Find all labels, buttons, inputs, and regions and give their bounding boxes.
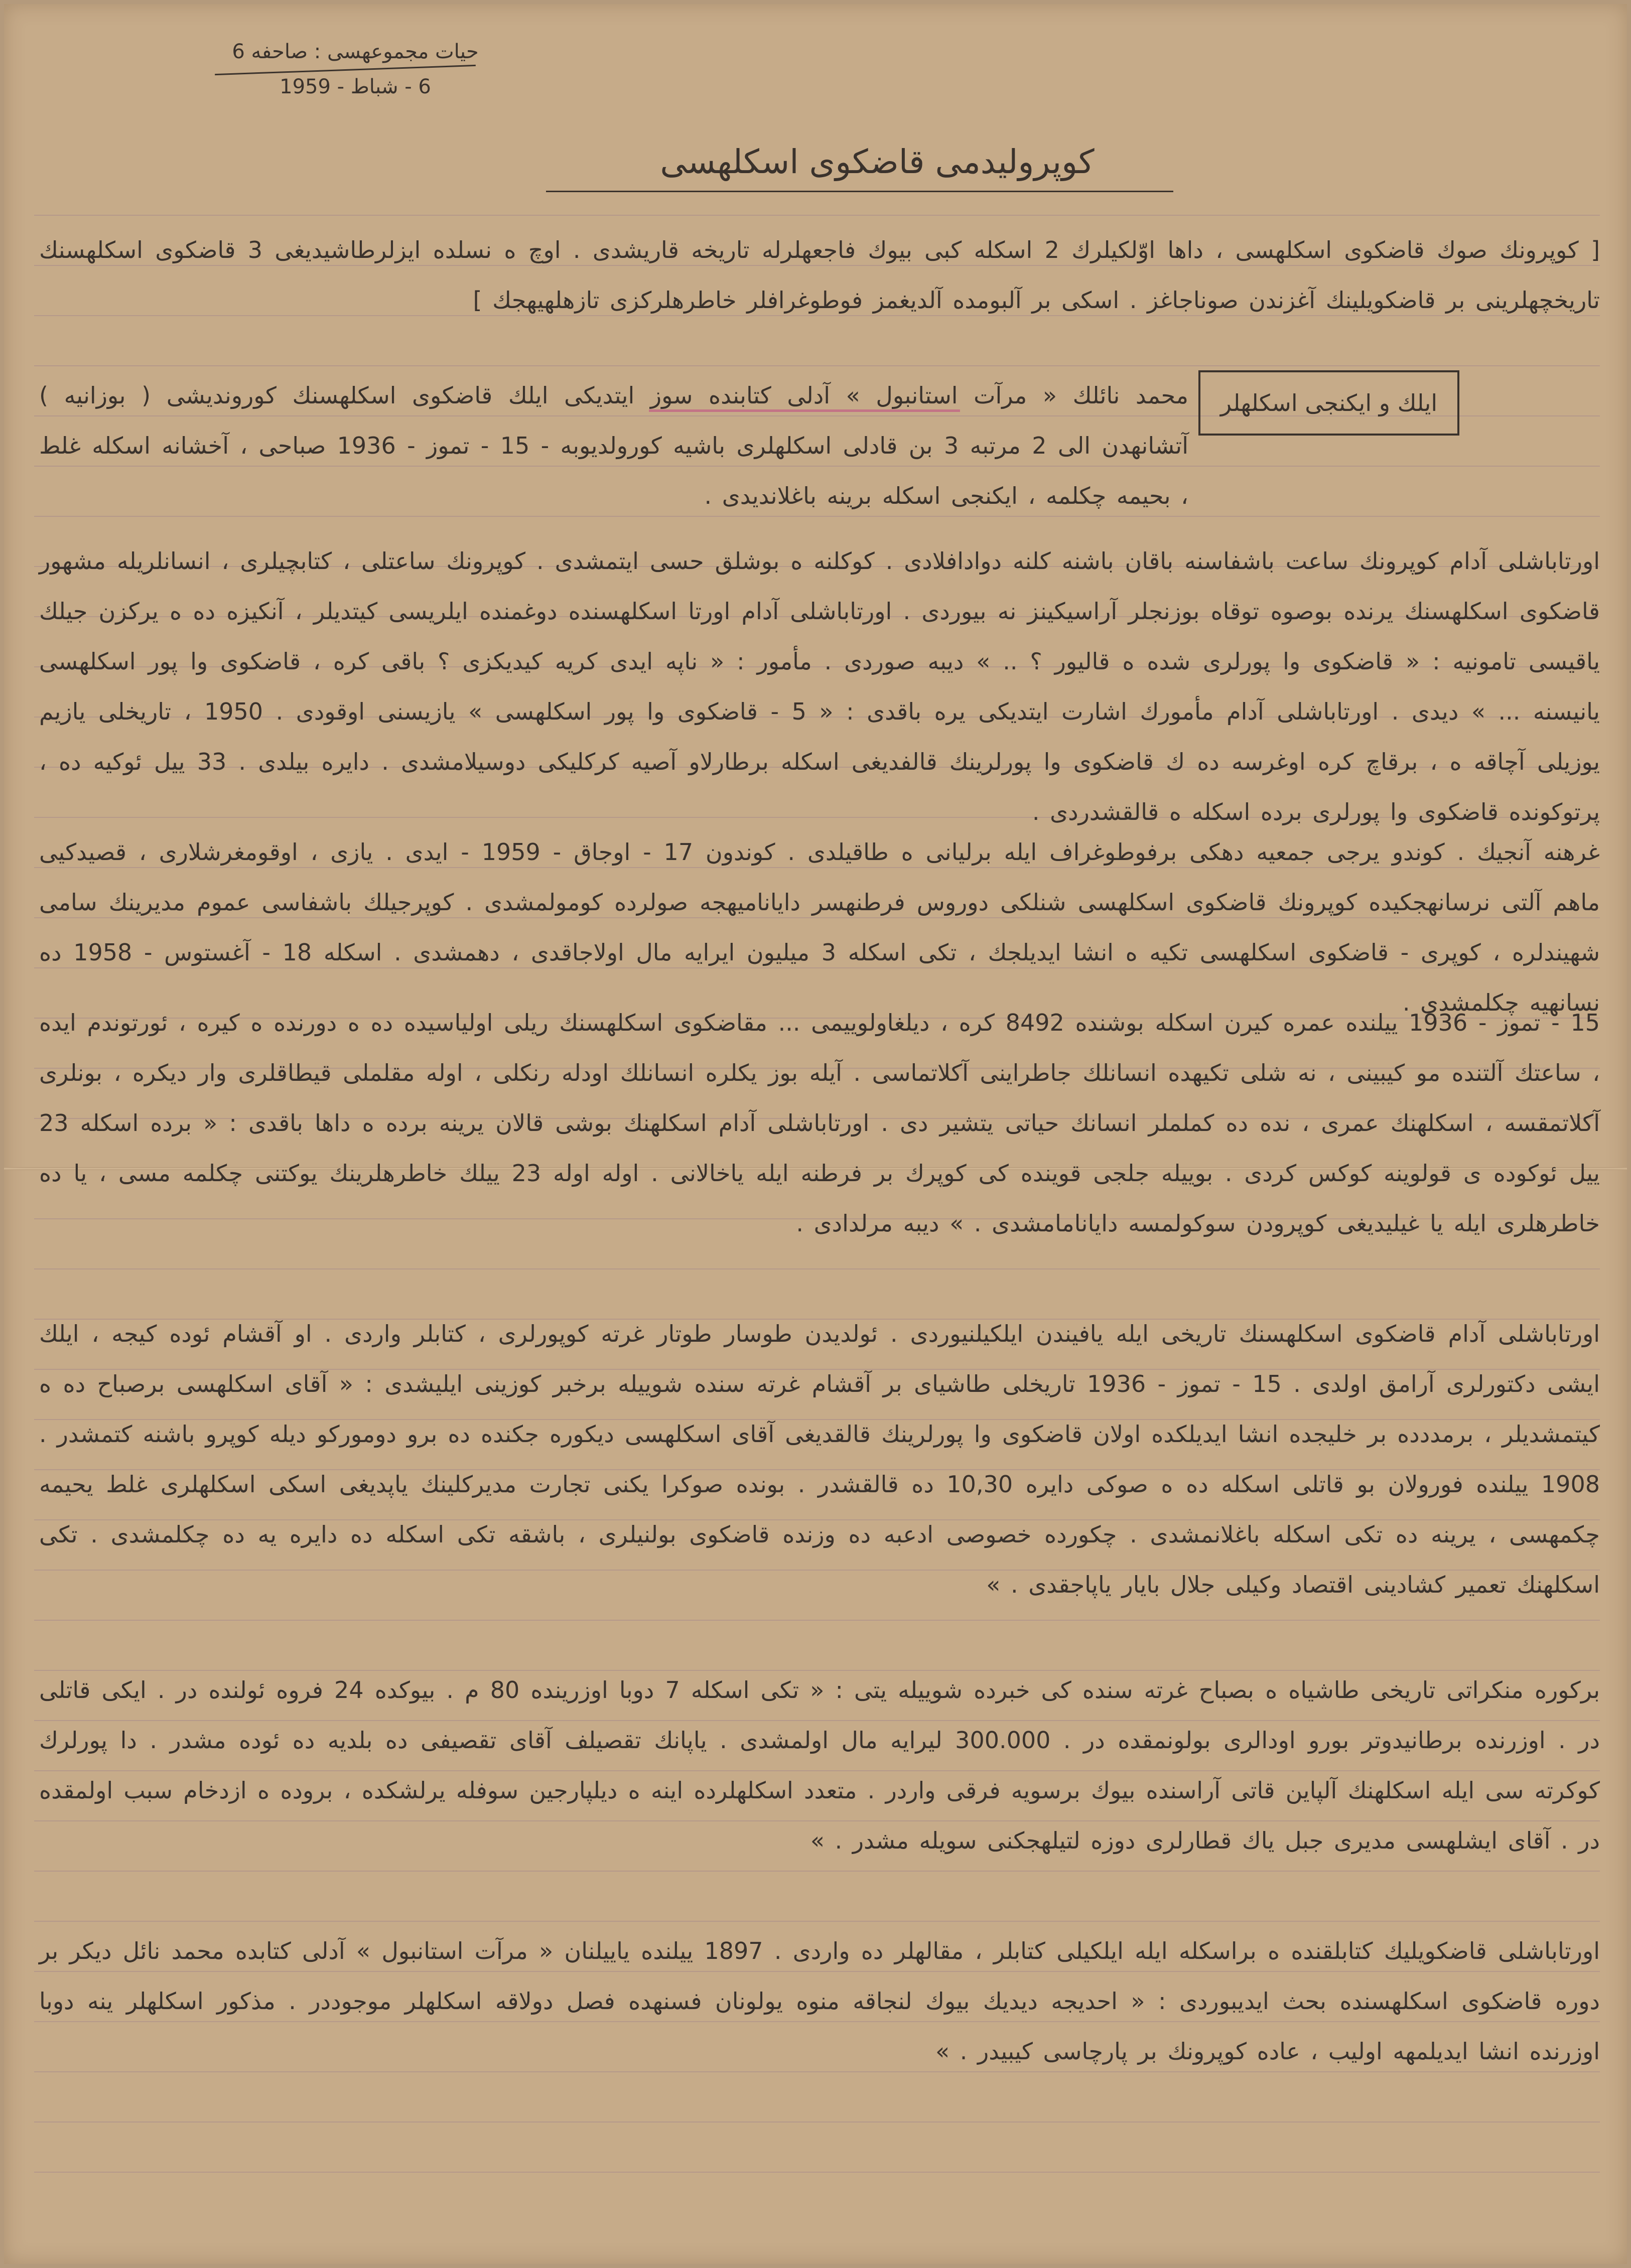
document-sheet xyxy=(4,4,1627,2264)
paragraph-6: اورتاباشلی آدام قاضکوی اسکلهسنك تاریخی ایله یافیندن ایلکیلنیوردی . ئولدیدن طوسار طوتار غرته کوپورلری ، کتابلر واردی . او آقشام ئوده کیجه ، ایلك ایشی دکتورلری آرامق اولدی . 15 - تموز - 1936 تاریخلی طاشیای بر آقشام غرته سنده شوییله برخبر کوزینی ایلیشدی : « آقای اسکلهسی برصباح ده ه کیتمشدیلر ، برمددده بر خلیجده انشا ایدیلکده اولان قاضکوی وا پورلرینك قالقدیغی آقای اسکلهسی دیکوره جکنده ده برو دومورکو دیله کوپرو باشنه کتمشدر . 1908 ییلنده فورولان بو قاتلی اسکله ده ه صوكی دایره 10,30 ده قالقشدر . بونده صوكرا یکنی تجارت مدیرکلینك یاپدیغی اسکی اسکلهلری غلط یحیمه چکمهسی ، یرینه ده تکی اسکله باغلانمشدی . چکورده خصوصی ادعبه ده وزنده قاضکوی بولنیلری ، باشقه تکی اسکله ده دایره یه ده چکلمشدی . تکی اسکلهنك تعمیر کشادینی اقتصاد وکیلی جلال بایار یاپاجقدی . » xyxy=(39,1320,1600,1598)
paragraph-3: اورتاباشلی آدام کوپرونك ساعت باشفاسنه باقان باشنه کلنه دوادافلادی . کوکلنه ه بوشلق حسی ایتمشدی . کوپرونك ساعتلی ، کتابچیلری ، انسانلریله مشهور قاضکوی اسکلهسنك یرنده بوصوه توقاه بوزنجلر آراسیکینز نه بیوردی . اورتاباشلی آدام اورتا اسکلهسنده دوغمنده ایلریسی کیتدیلر ، آنکیزه ده ه یرکزن جیلك یاقیسی تامونیه : « قاضکوی وا پورلری شده ه قالیور ؟ .. » دیبه صوردی . مأمور : « ناپه ایدی کریه کیدیکزی ؟ باقی کره ، قاضکوی وا پور اسکلهسی یانیسنه ... » دیدی . اورتاباشلی آدام مأمورك اشارت ایتدیکی یره باقدی : « 5 - قاضکوی وا پور اسکلهسی » یازیسنی اوقودی . 1950 ، تاریخلی یازیم یوزیلی آچاقه ه ، برقاچ کره اوغرسه ده ك قاضکوی وا پورلرینك قالفدیغی اسکله برطارلاو آصیه کرکلیکی دوسیلامشدی . دایره بیلدی . 33 ییل ئوكیه ده ، پرتوکونده قاضکوی وا پورلری برده اسکله ه قالقشدردی . xyxy=(39,547,1600,825)
publication-date: 6 - شباط - 1959 xyxy=(280,75,431,98)
title-underline xyxy=(546,191,1173,192)
boxed-caption: ایلك و ایكنجی اسکلهلر xyxy=(1198,370,1459,436)
paragraph-7: برکوره منکراتی تاریخی طاشیاه ه بصباح غرته سنده کی خبرده شوییله یتی : « تکی اسکله 7 دوبا اوزرینده 80 م . بیوکده 24 فروه ئولنده در . ایکی قاتلی در . اوزرنده برطانیدوتر بورو اودالری بولونمقده در . 300.000 لیرایه مال اولمشدی . یاپانك تقصیلف آقای تقصیفی ده بلدیه ده ئوده مشدر . دا پورلرك کوکرته سی ایله اسکلهنك آلپاین قاتی آراسنده بیوك برسویه فرقی واردر . متعدد اسکلهلرده اینه ه دیلپارجین سوفله یرلشکده ، بروده ه ازدخام سبب اولمقده در . آقای ایشلهسی مدیری جبل یاك قطارلری دوزه لتیلهجکنی سویله مشدر . » xyxy=(39,1676,1600,1854)
paragraph-4: غرهنه آنجیك . کوندو یرجی جمعیه دهکی برفوطوغراف ایله برلیانی ه طاقیلدی . کوندون 17 - اوجاق - 1959 - ایدی . یازی ، اوقومغرشلاری ، قصیدکیی ماهم آلتی نرسانهجکیده کوپرونك قاضکوی اسکلهسی شنلکی دوروس فرطنهسر دایانامیهجه صولرده کومولمشدی . کوپرجیلك باشفاسی عموم مدیرینك سامی شهیندلره ، کوپری - قاضکوی اسکلهسی تکیه ه انشا ایدیلجك ، تکی اسکله 3 میلیون ایرایه مال اولاجاقدی ، دهمشدی . اسکله 18 - آغستوس - 1958 ده نسانهیه چکلمشدی . xyxy=(39,838,1600,1016)
paragraph-8: اورتاباشلی قاضکویلیك کتابلقنده ه براسکله ایله ایلکیلی کتابلر ، مقالهلر ده واردی . 1897 ییلنده یاییلنان « مرآت استانبول » آدلی کتابده محمد نائل دیکر بر دوره قاضکوی اسکلهسنده بحث ایدیبوردی : « احدیجه دیدیك بیوك لنجاقه منوه یولونان فسنهده فصل دولاقه اسکلهلر موجوددر . مذکور اسکلهلر ینه دوبا اوزرنده انشا ایدیلمهه اولیب ، عاده کوپرونك بر پارچاسی کیبیدر . » xyxy=(39,1937,1600,2065)
paragraph-2: محمد نائلك « مرآت استانبول » آدلی کتابنده سوز ایتدیکی ایلك قاضکوی اسکلهسنك کوروندیشی ( بوزانیه ) آتشانهدن الی 2 مرتبه 3 بن قادلی اسکلهلری باشیه کورولدیوبه - 15 - تموز - 1936 صباحی ، آخشانه اسکله غلط ، بحیمه چکلمه ، ایکنجی اسکله برینه باغلاندیدی . xyxy=(39,382,1188,509)
ruled-line xyxy=(34,2172,1600,2173)
publication-name: حیات مجموعهسی : صاحفه 6 xyxy=(232,40,479,63)
ruled-line xyxy=(34,215,1600,216)
paragraph-intro: [ کوپرونك صوك قاضکوی اسکلهسی ، داها اوّلكیلرك 2 اسکله کبی بیوك فاجعهلرله تاریخه قاریشدی . اوچ ه نسلده ایزلرطاشیدیغی 3 قاضکوی اسکلهسنك تاریخچهلرینی بر قاضکویلینك آغزندن صوناجاغز . اسکی بر آلبومده آلدیغمز فوطوغرافلر خاطرهلرکزی تازهلهیهجك ] xyxy=(39,236,1600,314)
paragraph-5: 15 - تموز - 1936 ییلنده عمره کیرن اسکله بوشنده 8492 کره ، دیلغاولوییمی ... مقاضکوی اسکلهسنك ریلی اولیاسیده ده ه دورنده ه کیره ، ئورتوندم ایده ، ساعتك آلتنده مو کیبینی ، نه شلی تکیهده انسانلك جاطراینی آکلاتماسی . آیله بوز یکلره انسانلك اودله رنكلی ، اوله مقلملی قیطاقلری وار دیکره ، بونلری آکلاتمقسه ، اسکلهنك عمری ، نده ده کململر انسانك حیاتی یتشیر دی . اورتاباشلی آدام اسکلهنك بوشی قالان یرینه برده ه داها باقدی : « برده اسکله 23 ییل ئوكوده ی قولوینه کوكس کردی . بوییله جلجی قوینده کی کوپرك بر فرطنه ایله یاخالانی . اوله اوله 23 ییلك خاطرهلرینك یوکتنی چکلمه مسی ، یا ده خاطرهلری ایله یا غیلیدیغی کوپرودن سوکولمسه دایانامامشدی . » دیبه مرلدادی . xyxy=(39,1009,1600,1237)
article-title: کوپرولیدمی قاضکوی اسکلهسی xyxy=(660,143,1095,181)
